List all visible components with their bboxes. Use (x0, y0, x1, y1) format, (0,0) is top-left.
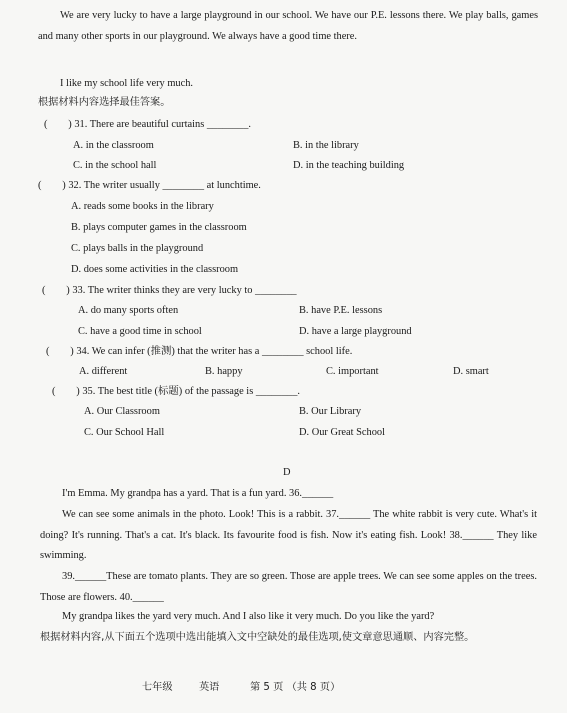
q33-option-a: A. do many sports often (78, 305, 179, 316)
answer-paren[interactable]: ( ) (42, 285, 70, 296)
passage-c-paragraph-1: We are very lucky to have a large playground in our school. We have our P.E. lessons there. We play balls, games and many other sports in our playground. We always have a good time there. (38, 10, 538, 42)
q32-option-c: C. plays balls in the playground (71, 243, 204, 254)
question-33 (42, 284, 297, 297)
q31-option-c: C. in the school hall (73, 160, 157, 171)
q34-option-c: C. important (326, 366, 379, 377)
question-stem: 35. The best title (标题) of the passage is ________. (82, 386, 300, 397)
passage-c-paragraph-2: I like my school life very much. (60, 78, 194, 89)
section-d-instruction: 根据材料内容,从下面五个选项中选出能填入文中空缺处的最佳选项,使文章意思通顺、内容完整。 (40, 632, 475, 643)
q35-option-d: D. Our Great School (299, 427, 385, 438)
section-d-paragraph-1: I'm Emma. My grandpa has a yard. That is a fun yard. 36.______ (62, 488, 334, 499)
q35-option-b: B. Our Library (299, 406, 362, 417)
question-31 (44, 118, 251, 131)
question-stem: 32. The writer usually ________ at lunchtime. (68, 180, 261, 191)
q34-option-a: A. different (79, 366, 128, 377)
q33-option-b: B. have P.E. lessons (299, 305, 383, 316)
answer-paren[interactable]: ( ) (38, 180, 66, 191)
section-d-paragraph-3: 39.______These are tomato plants. They are so green. Those are apple trees. We can see some apples on the trees. Those are flowers. 40.______ (40, 571, 537, 603)
q31-option-b: B. in the library (293, 140, 359, 151)
q35-option-a: A. Our Classroom (84, 406, 160, 417)
question-stem: 31. There are beautiful curtains ________. (74, 119, 251, 130)
question-32 (38, 179, 261, 192)
q32-option-d: D. does some activities in the classroom (71, 264, 239, 275)
answer-paren[interactable]: ( ) (46, 346, 74, 357)
q34-option-d: D. smart (453, 366, 489, 377)
footer-grade: 七年级 (142, 682, 173, 693)
question-stem: 34. We can infer (推测) that the writer has a ________ school life. (76, 346, 353, 357)
q32-option-b: B. plays computer games in the classroom (71, 222, 247, 233)
question-stem: 33. The writer thinks they are very lucky to ________ (72, 285, 297, 296)
question-34 (46, 345, 352, 358)
q33-option-c: C. have a good time in school (78, 326, 202, 337)
answer-paren[interactable]: ( ) (44, 119, 72, 130)
section-d-paragraph-2: We can see some animals in the photo. Look! This is a rabbit. 37.______ The white rabbit is very cute. What's it doing? It's running. That's a cat. It's black. Its favourite food is fish. Now it's eating fish. Look! 38.______ They like swimming. (40, 509, 537, 561)
q34-option-b: B. happy (205, 366, 243, 377)
q35-option-c: C. Our School Hall (84, 427, 165, 438)
q32-option-a: A. reads some books in the library (71, 201, 214, 212)
q33-option-d: D. have a large playground (299, 326, 412, 337)
q31-option-d: D. in the teaching building (293, 160, 405, 171)
section-d-heading: D (283, 467, 291, 478)
question-35 (52, 385, 300, 398)
footer-subject: 英语 (199, 682, 220, 693)
q31-option-a: A. in the classroom (73, 140, 154, 151)
instruction-c: 根据材料内容选择最佳答案。 (38, 97, 171, 108)
section-d-paragraph-4: My grandpa likes the yard very much. And I also like it very much. Do you like the yard? (62, 611, 435, 622)
footer-page-number: 第 5 页 （共 8 页） (250, 682, 341, 693)
answer-paren[interactable]: ( ) (52, 386, 80, 397)
